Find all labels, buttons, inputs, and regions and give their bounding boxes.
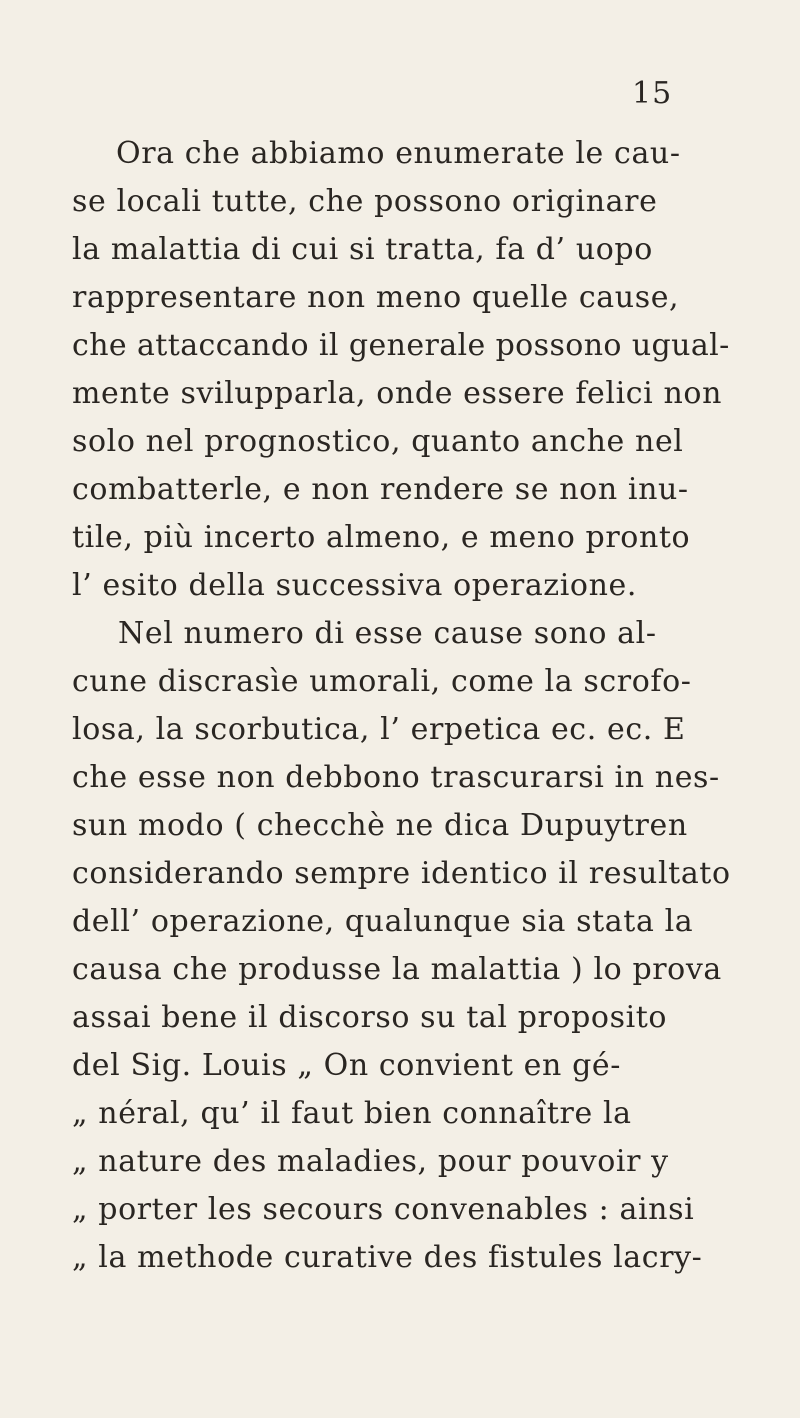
text-line: solo nel prognostico, quanto anche nel <box>72 424 684 459</box>
text-line: la malattia di cui si tratta, fa d’ uopo <box>72 232 653 267</box>
text-line: dell’ operazione, qualunque sia stata la <box>72 904 694 939</box>
text-line: mente svilupparla, onde essere felici non <box>72 376 722 411</box>
text-line: „ nature des maladies, pour pouvoir y <box>72 1144 669 1179</box>
text-line: Ora che abbiamo enumerate le cau- <box>116 136 681 171</box>
text-line: l’ esito della successiva operazione. <box>72 568 637 603</box>
text-line: „ néral, qu’ il faut bien connaître la <box>72 1096 632 1131</box>
text-line: se locali tutte, che possono originare <box>72 184 658 219</box>
text-line: cune discrasìe umorali, come la scrofo- <box>72 664 692 699</box>
text-line: del Sig. Louis „ On convient en gé- <box>72 1048 621 1083</box>
text-line: sun modo ( checchè ne dica Dupuytren <box>72 808 688 843</box>
text-line: che esse non debbono trascurarsi in nes- <box>72 760 720 795</box>
text-line: losa, la scorbutica, l’ erpetica ec. ec. E <box>72 712 686 747</box>
text-line: considerando sempre identico il resultato <box>72 856 731 891</box>
text-line: che attaccando il generale possono ugual- <box>72 328 730 363</box>
text-line: rappresentare non meno quelle cause, <box>72 280 680 315</box>
text-line: tile, più incerto almeno, e meno pronto <box>72 520 691 555</box>
page-number: 15 <box>632 76 673 111</box>
text-line: combatterle, e non rendere se non inu- <box>72 472 689 507</box>
text-line: „ la methode curative des fistules lacry- <box>72 1240 703 1275</box>
text-line: Nel numero di esse cause sono al- <box>118 616 657 651</box>
text-line: causa che produsse la malattia ) lo prova <box>72 952 722 987</box>
text-line: assai bene il discorso su tal proposito <box>72 1000 668 1035</box>
text-line: „ porter les secours convenables : ainsi <box>72 1192 695 1227</box>
